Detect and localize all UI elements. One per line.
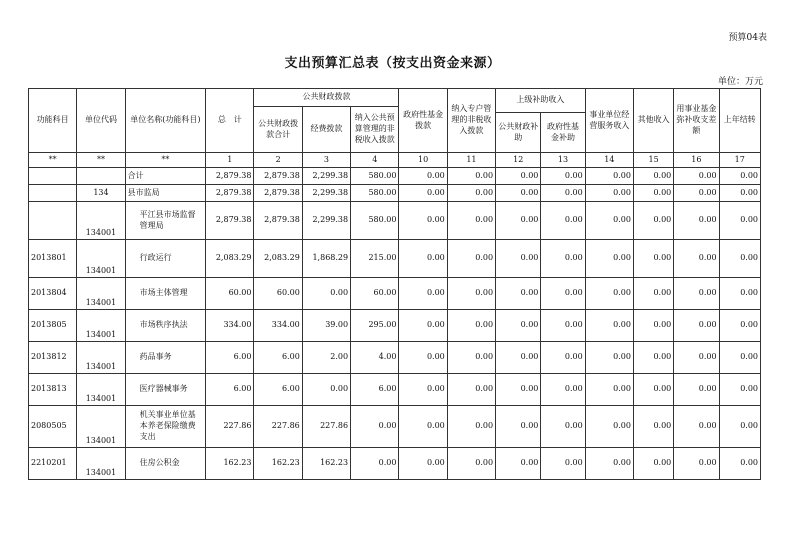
cell-name: 行政运行 bbox=[125, 240, 206, 278]
cell-value: 60.00 bbox=[254, 278, 302, 310]
index-row bbox=[29, 153, 761, 168]
cell-value: 0.00 bbox=[585, 168, 633, 185]
cell-name: 县市监局 bbox=[125, 185, 206, 202]
cell-value: 2,299.38 bbox=[302, 202, 350, 240]
header-unit-code: 单位代码 bbox=[77, 89, 125, 153]
header-budget-mgmt: 纳入公共预算管理的非税收入拨款 bbox=[351, 107, 399, 153]
cell-value: 2,083.29 bbox=[206, 240, 254, 278]
cell-value: 0.00 bbox=[496, 406, 541, 448]
cell-value: 0.00 bbox=[302, 374, 350, 406]
cell-value: 60.00 bbox=[206, 278, 254, 310]
cell-value: 60.00 bbox=[351, 278, 399, 310]
index-cell: 4 bbox=[351, 153, 399, 168]
cell-value: 6.00 bbox=[206, 342, 254, 374]
cell-value: 0.00 bbox=[674, 374, 719, 406]
cell-value: 0.00 bbox=[447, 448, 495, 480]
cell-name: 市场主体管理 bbox=[125, 278, 206, 310]
cell-value: 0.00 bbox=[585, 240, 633, 278]
cell-subject: 2210201 bbox=[29, 448, 77, 480]
cell-value: 0.00 bbox=[633, 240, 673, 278]
header-fund-make-up: 用事业基金弥补收支差额 bbox=[674, 89, 719, 153]
cell-value: 0.00 bbox=[541, 406, 585, 448]
cell-code: 134001 bbox=[77, 448, 125, 480]
unit-label: 单位：万元 bbox=[717, 77, 763, 87]
cell-value: 4.00 bbox=[351, 342, 399, 374]
page-title: 支出预算汇总表（按支出资金来源） bbox=[284, 56, 501, 71]
table-row bbox=[29, 342, 761, 374]
cell-value: 0.00 bbox=[447, 374, 495, 406]
cell-name: 合计 bbox=[125, 168, 206, 185]
cell-value: 6.00 bbox=[351, 374, 399, 406]
cell-value: 0.00 bbox=[674, 168, 719, 185]
cell-value: 0.00 bbox=[399, 342, 447, 374]
cell-value: 2,879.38 bbox=[206, 168, 254, 185]
table-row bbox=[29, 240, 761, 278]
cell-value: 0.00 bbox=[399, 185, 447, 202]
cell-code: 134001 bbox=[77, 310, 125, 342]
cell-value: 2,299.38 bbox=[302, 168, 350, 185]
cell-value: 0.00 bbox=[633, 448, 673, 480]
index-cell: 14 bbox=[585, 153, 633, 168]
cell-value: 227.86 bbox=[206, 406, 254, 448]
cell-value: 0.00 bbox=[399, 240, 447, 278]
cell-subject: 2080505 bbox=[29, 406, 77, 448]
header-sup-gov: 政府性基金补助 bbox=[541, 113, 585, 153]
cell-value: 0.00 bbox=[719, 342, 760, 374]
cell-value: 0.00 bbox=[719, 448, 760, 480]
cell-value: 0.00 bbox=[633, 406, 673, 448]
cell-value: 2,879.38 bbox=[206, 202, 254, 240]
cell-value: 0.00 bbox=[351, 406, 399, 448]
cell-value: 0.00 bbox=[399, 374, 447, 406]
cell-value: 2,083.29 bbox=[254, 240, 302, 278]
cell-value: 2,299.38 bbox=[302, 185, 350, 202]
cell-value: 2,879.38 bbox=[254, 202, 302, 240]
budget-table bbox=[28, 88, 761, 480]
cell-value: 0.00 bbox=[719, 406, 760, 448]
cell-value: 0.00 bbox=[633, 278, 673, 310]
cell-value: 0.00 bbox=[585, 278, 633, 310]
cell-value: 0.00 bbox=[674, 406, 719, 448]
cell-value: 0.00 bbox=[674, 202, 719, 240]
table-row bbox=[29, 310, 761, 342]
cell-value: 0.00 bbox=[496, 185, 541, 202]
cell-value: 0.00 bbox=[585, 310, 633, 342]
header-special-mgmt: 纳入专户管理的非税收入拨款 bbox=[447, 89, 495, 153]
cell-value: 0.00 bbox=[633, 310, 673, 342]
cell-value: 0.00 bbox=[633, 342, 673, 374]
cell-name: 市场秩序执法 bbox=[125, 310, 206, 342]
index-cell: ** bbox=[29, 153, 77, 168]
cell-value: 0.00 bbox=[399, 202, 447, 240]
cell-code: 134001 bbox=[77, 342, 125, 374]
cell-value: 0.00 bbox=[541, 448, 585, 480]
cell-value: 0.00 bbox=[674, 240, 719, 278]
cell-value: 0.00 bbox=[399, 310, 447, 342]
header-superior-sub: 上级补助收入 bbox=[496, 89, 586, 113]
cell-value: 0.00 bbox=[351, 448, 399, 480]
cell-value: 0.00 bbox=[541, 342, 585, 374]
cell-value: 227.86 bbox=[254, 406, 302, 448]
cell-subject: 2013804 bbox=[29, 278, 77, 310]
cell-value: 2,879.38 bbox=[254, 168, 302, 185]
index-cell: 16 bbox=[674, 153, 719, 168]
cell-value: 0.00 bbox=[541, 240, 585, 278]
cell-code: 134001 bbox=[77, 406, 125, 448]
cell-value: 2,879.38 bbox=[254, 185, 302, 202]
index-cell: 13 bbox=[541, 153, 585, 168]
cell-value: 0.00 bbox=[447, 168, 495, 185]
index-cell: ** bbox=[125, 153, 206, 168]
cell-subject bbox=[29, 168, 77, 185]
cell-value: 0.00 bbox=[633, 185, 673, 202]
cell-name: 平江县市场监督管理局 bbox=[125, 202, 206, 240]
header-public-fiscal-total: 公共财政拨款合计 bbox=[254, 107, 302, 153]
table-row bbox=[29, 202, 761, 240]
cell-value: 0.00 bbox=[399, 168, 447, 185]
cell-subject bbox=[29, 202, 77, 240]
cell-value: 0.00 bbox=[719, 374, 760, 406]
cell-value: 334.00 bbox=[206, 310, 254, 342]
cell-value: 0.00 bbox=[633, 374, 673, 406]
cell-value: 0.00 bbox=[674, 342, 719, 374]
cell-value: 0.00 bbox=[496, 240, 541, 278]
header-sup-public: 公共财政补助 bbox=[496, 113, 541, 153]
cell-value: 0.00 bbox=[447, 185, 495, 202]
cell-value: 0.00 bbox=[719, 185, 760, 202]
cell-value: 0.00 bbox=[496, 168, 541, 185]
cell-value: 0.00 bbox=[633, 168, 673, 185]
cell-value: 0.00 bbox=[633, 202, 673, 240]
cell-value: 6.00 bbox=[254, 342, 302, 374]
cell-value: 0.00 bbox=[719, 202, 760, 240]
cell-subject: 2013812 bbox=[29, 342, 77, 374]
index-cell: 1 bbox=[206, 153, 254, 168]
header-other-income: 其他收入 bbox=[633, 89, 673, 153]
cell-value: 0.00 bbox=[585, 185, 633, 202]
cell-value: 0.00 bbox=[585, 448, 633, 480]
cell-name: 医疗器械事务 bbox=[125, 374, 206, 406]
cell-value: 0.00 bbox=[585, 374, 633, 406]
index-cell: 17 bbox=[719, 153, 760, 168]
header-biz-income: 事业单位经营服务收入 bbox=[585, 89, 633, 153]
table-row bbox=[29, 374, 761, 406]
cell-value: 0.00 bbox=[674, 278, 719, 310]
cell-name: 机关事业单位基本养老保险缴费支出 bbox=[125, 406, 206, 448]
cell-subject: 2013813 bbox=[29, 374, 77, 406]
table-row bbox=[29, 185, 761, 202]
header-total: 总 计 bbox=[206, 89, 254, 153]
cell-value: 162.23 bbox=[302, 448, 350, 480]
cell-code: 134001 bbox=[77, 202, 125, 240]
cell-value: 0.00 bbox=[541, 168, 585, 185]
cell-value: 0.00 bbox=[496, 374, 541, 406]
cell-value: 0.00 bbox=[719, 310, 760, 342]
cell-value: 295.00 bbox=[351, 310, 399, 342]
cell-code: 134 bbox=[77, 185, 125, 202]
cell-name: 药品事务 bbox=[125, 342, 206, 374]
cell-value: 0.00 bbox=[719, 278, 760, 310]
cell-subject bbox=[29, 185, 77, 202]
cell-value: 0.00 bbox=[674, 310, 719, 342]
cell-value: 0.00 bbox=[674, 185, 719, 202]
cell-value: 0.00 bbox=[541, 202, 585, 240]
cell-value: 0.00 bbox=[496, 448, 541, 480]
cell-value: 0.00 bbox=[719, 168, 760, 185]
index-cell: 3 bbox=[302, 153, 350, 168]
cell-value: 0.00 bbox=[719, 240, 760, 278]
cell-value: 0.00 bbox=[447, 240, 495, 278]
cell-code: 134001 bbox=[77, 240, 125, 278]
cell-value: 6.00 bbox=[206, 374, 254, 406]
cell-value: 0.00 bbox=[674, 448, 719, 480]
cell-value: 0.00 bbox=[541, 310, 585, 342]
table-row bbox=[29, 406, 761, 448]
cell-value: 0.00 bbox=[447, 342, 495, 374]
cell-value: 215.00 bbox=[351, 240, 399, 278]
cell-code bbox=[77, 168, 125, 185]
table-number-tag: 预算04表 bbox=[728, 33, 767, 43]
cell-value: 0.00 bbox=[585, 202, 633, 240]
cell-value: 0.00 bbox=[541, 278, 585, 310]
cell-value: 580.00 bbox=[351, 185, 399, 202]
cell-value: 0.00 bbox=[496, 278, 541, 310]
cell-value: 39.00 bbox=[302, 310, 350, 342]
header-last-year: 上年结转 bbox=[719, 89, 760, 153]
cell-value: 0.00 bbox=[496, 202, 541, 240]
table-row bbox=[29, 448, 761, 480]
cell-value: 0.00 bbox=[585, 342, 633, 374]
cell-code: 134001 bbox=[77, 278, 125, 310]
cell-value: 0.00 bbox=[399, 448, 447, 480]
cell-value: 0.00 bbox=[541, 185, 585, 202]
header-func-subject: 功能科目 bbox=[29, 89, 77, 153]
cell-subject: 2013805 bbox=[29, 310, 77, 342]
header-funding: 经费拨款 bbox=[302, 107, 350, 153]
cell-value: 0.00 bbox=[447, 310, 495, 342]
cell-value: 0.00 bbox=[496, 342, 541, 374]
cell-subject: 2013801 bbox=[29, 240, 77, 278]
cell-value: 2,879.38 bbox=[206, 185, 254, 202]
index-cell: ** bbox=[77, 153, 125, 168]
cell-value: 1,868.29 bbox=[302, 240, 350, 278]
cell-value: 2.00 bbox=[302, 342, 350, 374]
cell-value: 0.00 bbox=[447, 278, 495, 310]
cell-value: 0.00 bbox=[399, 278, 447, 310]
cell-value: 580.00 bbox=[351, 202, 399, 240]
cell-value: 0.00 bbox=[585, 406, 633, 448]
cell-value: 0.00 bbox=[302, 278, 350, 310]
header-gov-fund: 政府性基金拨款 bbox=[399, 89, 447, 153]
index-cell: 12 bbox=[496, 153, 541, 168]
index-cell: 15 bbox=[633, 153, 673, 168]
cell-value: 0.00 bbox=[496, 310, 541, 342]
cell-value: 227.86 bbox=[302, 406, 350, 448]
index-cell: 11 bbox=[447, 153, 495, 168]
cell-value: 580.00 bbox=[351, 168, 399, 185]
header-public-fiscal: 公共财政拨款 bbox=[254, 89, 399, 107]
cell-code: 134001 bbox=[77, 374, 125, 406]
index-cell: 10 bbox=[399, 153, 447, 168]
index-cell: 2 bbox=[254, 153, 302, 168]
cell-value: 0.00 bbox=[399, 406, 447, 448]
cell-value: 0.00 bbox=[541, 374, 585, 406]
cell-value: 162.23 bbox=[254, 448, 302, 480]
cell-value: 6.00 bbox=[254, 374, 302, 406]
cell-value: 0.00 bbox=[447, 202, 495, 240]
cell-name: 住房公积金 bbox=[125, 448, 206, 480]
table-row bbox=[29, 278, 761, 310]
cell-value: 0.00 bbox=[447, 406, 495, 448]
cell-value: 162.23 bbox=[206, 448, 254, 480]
header-unit-name: 单位名称(功能科目) bbox=[125, 89, 206, 153]
cell-value: 334.00 bbox=[254, 310, 302, 342]
table-row bbox=[29, 168, 761, 185]
